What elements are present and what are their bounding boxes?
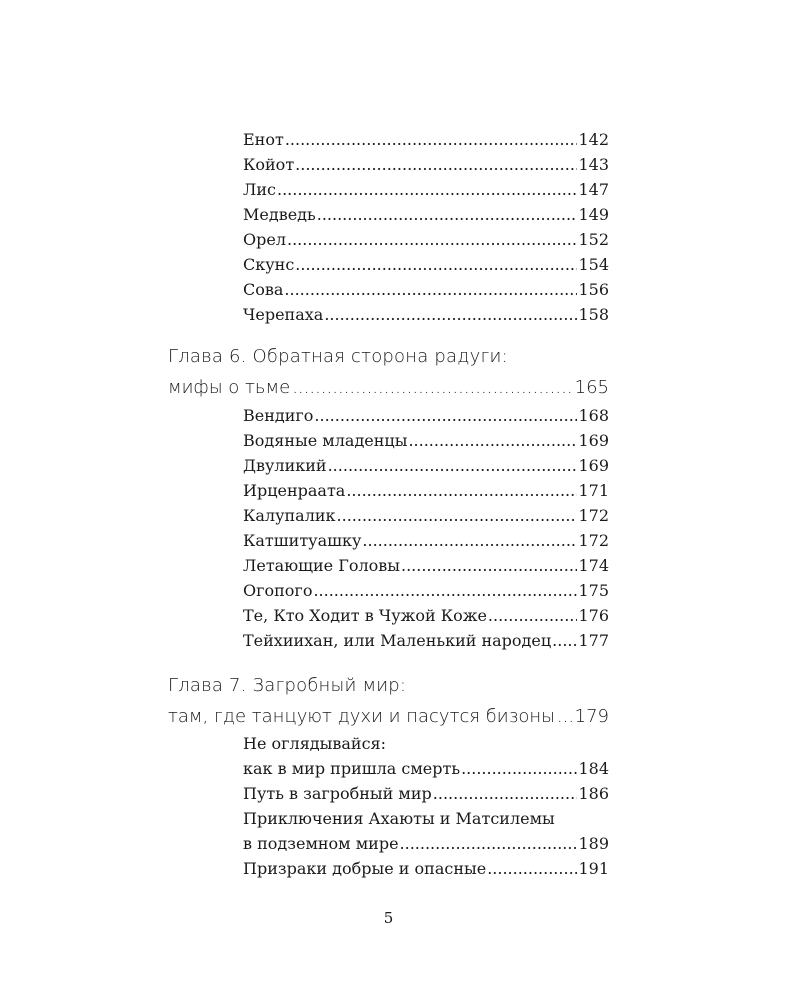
toc-entry bbox=[243, 202, 609, 227]
leader-dots bbox=[557, 701, 573, 732]
toc-entry-title: в подземном мире bbox=[243, 834, 399, 853]
toc-entry-page: 169 bbox=[578, 431, 609, 450]
toc-entry-page: 191 bbox=[578, 859, 609, 878]
toc-entry-title-line1: Не оглядывайся: bbox=[243, 734, 387, 753]
toc-entry bbox=[243, 478, 609, 503]
page-number: 5 bbox=[383, 909, 394, 927]
toc-entry bbox=[243, 127, 609, 152]
toc-entry bbox=[243, 503, 609, 528]
toc-entry-page: 147 bbox=[578, 180, 609, 199]
toc-entry-page: 143 bbox=[578, 155, 609, 174]
toc-entry bbox=[243, 428, 609, 453]
chapter-7-page: 179 bbox=[574, 706, 609, 727]
toc-entry-page: 174 bbox=[578, 556, 609, 575]
leader-dots bbox=[277, 177, 577, 202]
toc-entry-title: Калупалик bbox=[243, 506, 336, 525]
chapter-6-title-text: мифы о тьме bbox=[168, 377, 291, 398]
toc-entry-page: 186 bbox=[578, 784, 609, 803]
toc-entry-title: Лис bbox=[243, 180, 276, 199]
toc-entry-title: Тейхиихан, или Маленький народец bbox=[243, 631, 552, 650]
chapter-6-page: 165 bbox=[574, 377, 609, 398]
chapter-6-heading bbox=[168, 341, 609, 403]
toc-entry-page: 172 bbox=[578, 531, 609, 550]
toc-entry bbox=[243, 302, 609, 327]
toc-entry bbox=[243, 856, 609, 881]
toc-entry-title: Огопого bbox=[243, 581, 313, 600]
toc-entry bbox=[243, 277, 609, 302]
toc-entry-page: 171 bbox=[578, 481, 609, 500]
toc-section-chapter-6 bbox=[243, 403, 609, 653]
leader-dots bbox=[295, 152, 577, 177]
toc-entry bbox=[243, 528, 609, 553]
toc-entry-page: 169 bbox=[578, 456, 609, 475]
toc-section-top bbox=[243, 127, 609, 327]
toc-entry-title: Летающие Головы bbox=[243, 556, 400, 575]
leader-dots bbox=[552, 628, 577, 653]
toc-entry-title: Двуликий bbox=[243, 456, 327, 475]
leader-dots bbox=[362, 528, 577, 553]
toc-entry-page: 172 bbox=[578, 506, 609, 525]
toc-entry bbox=[243, 756, 609, 781]
toc-entry bbox=[243, 603, 609, 628]
toc-entry-title: Койот bbox=[243, 155, 295, 174]
leader-dots bbox=[337, 503, 578, 528]
toc-entry bbox=[243, 152, 609, 177]
toc-entry-page: 177 bbox=[578, 631, 609, 650]
toc-entry-page: 142 bbox=[578, 130, 609, 149]
toc-entry bbox=[243, 453, 609, 478]
toc-entry-title: Водяные младенцы bbox=[243, 431, 408, 450]
toc-entry-title: Скунс bbox=[243, 255, 295, 274]
toc-entry-title: Черепаха bbox=[243, 305, 324, 324]
toc-entry bbox=[243, 831, 609, 856]
toc-entry-title: Медведь bbox=[243, 205, 316, 224]
toc-entry bbox=[243, 403, 609, 428]
chapter-7-title-text: там, где танцуют духи и пасутся бизоны bbox=[168, 706, 555, 727]
chapter-6-title-line1: Глава 6. Обратная сторона радуги: bbox=[168, 346, 508, 367]
toc-entry-title: Енот bbox=[243, 130, 284, 149]
toc-entry bbox=[243, 252, 609, 277]
leader-dots bbox=[487, 856, 577, 881]
chapter-6-title-line2 bbox=[168, 372, 609, 403]
chapter-7-title-line1: Глава 7. Загробный мир: bbox=[168, 675, 407, 696]
leader-dots bbox=[287, 227, 577, 252]
toc-entry bbox=[243, 177, 609, 202]
toc-entry bbox=[243, 553, 609, 578]
toc-entry-title: Катшитуашку bbox=[243, 531, 362, 550]
toc-entry-page: 168 bbox=[578, 406, 609, 425]
toc-entry bbox=[243, 781, 609, 806]
toc-entry-title: Путь в загробный мир bbox=[243, 784, 432, 803]
toc-entry-page: 184 bbox=[578, 759, 609, 778]
leader-dots bbox=[314, 403, 577, 428]
toc-entry-page: 152 bbox=[578, 230, 609, 249]
leader-dots bbox=[461, 756, 577, 781]
leader-dots bbox=[324, 302, 577, 327]
toc-entry-title: Вендиго bbox=[243, 406, 314, 425]
toc-entry bbox=[243, 578, 609, 603]
toc-entry-page: 154 bbox=[578, 255, 609, 274]
toc-entry-page: 149 bbox=[578, 205, 609, 224]
leader-dots bbox=[488, 603, 578, 628]
toc-entry-page: 158 bbox=[578, 305, 609, 324]
toc-entry-title: Ирценраата bbox=[243, 481, 346, 500]
toc-entry-title: как в мир пришла смерть bbox=[243, 759, 461, 778]
toc-entry-page: 175 bbox=[578, 581, 609, 600]
toc-entry-page: 189 bbox=[578, 834, 609, 853]
chapter-7-heading bbox=[168, 670, 609, 732]
leader-dots bbox=[313, 578, 577, 603]
leader-dots bbox=[284, 277, 577, 302]
toc-entry-page: 156 bbox=[578, 280, 609, 299]
leader-dots bbox=[292, 372, 572, 403]
toc-entry-title: Призраки добрые и опасные bbox=[243, 859, 487, 878]
toc-entry-title: Сова bbox=[243, 280, 284, 299]
toc-entry-title-line1: Приключения Ахаюты и Матсилемы bbox=[243, 809, 555, 828]
toc-section-chapter-7 bbox=[243, 731, 609, 881]
leader-dots bbox=[400, 831, 578, 856]
toc-entry-title: Те, Кто Ходит в Чужой Коже bbox=[243, 606, 487, 625]
leader-dots bbox=[328, 453, 578, 478]
toc-entry-page: 176 bbox=[578, 606, 609, 625]
chapter-7-title-line2 bbox=[168, 701, 609, 732]
leader-dots bbox=[295, 252, 577, 277]
leader-dots bbox=[401, 553, 577, 578]
leader-dots bbox=[346, 478, 577, 503]
toc-entry-title: Орел bbox=[243, 230, 286, 249]
leader-dots bbox=[317, 202, 578, 227]
toc-entry bbox=[243, 628, 609, 653]
toc-entry bbox=[243, 227, 609, 252]
leader-dots bbox=[408, 428, 577, 453]
leader-dots bbox=[285, 127, 578, 152]
leader-dots bbox=[433, 781, 578, 806]
